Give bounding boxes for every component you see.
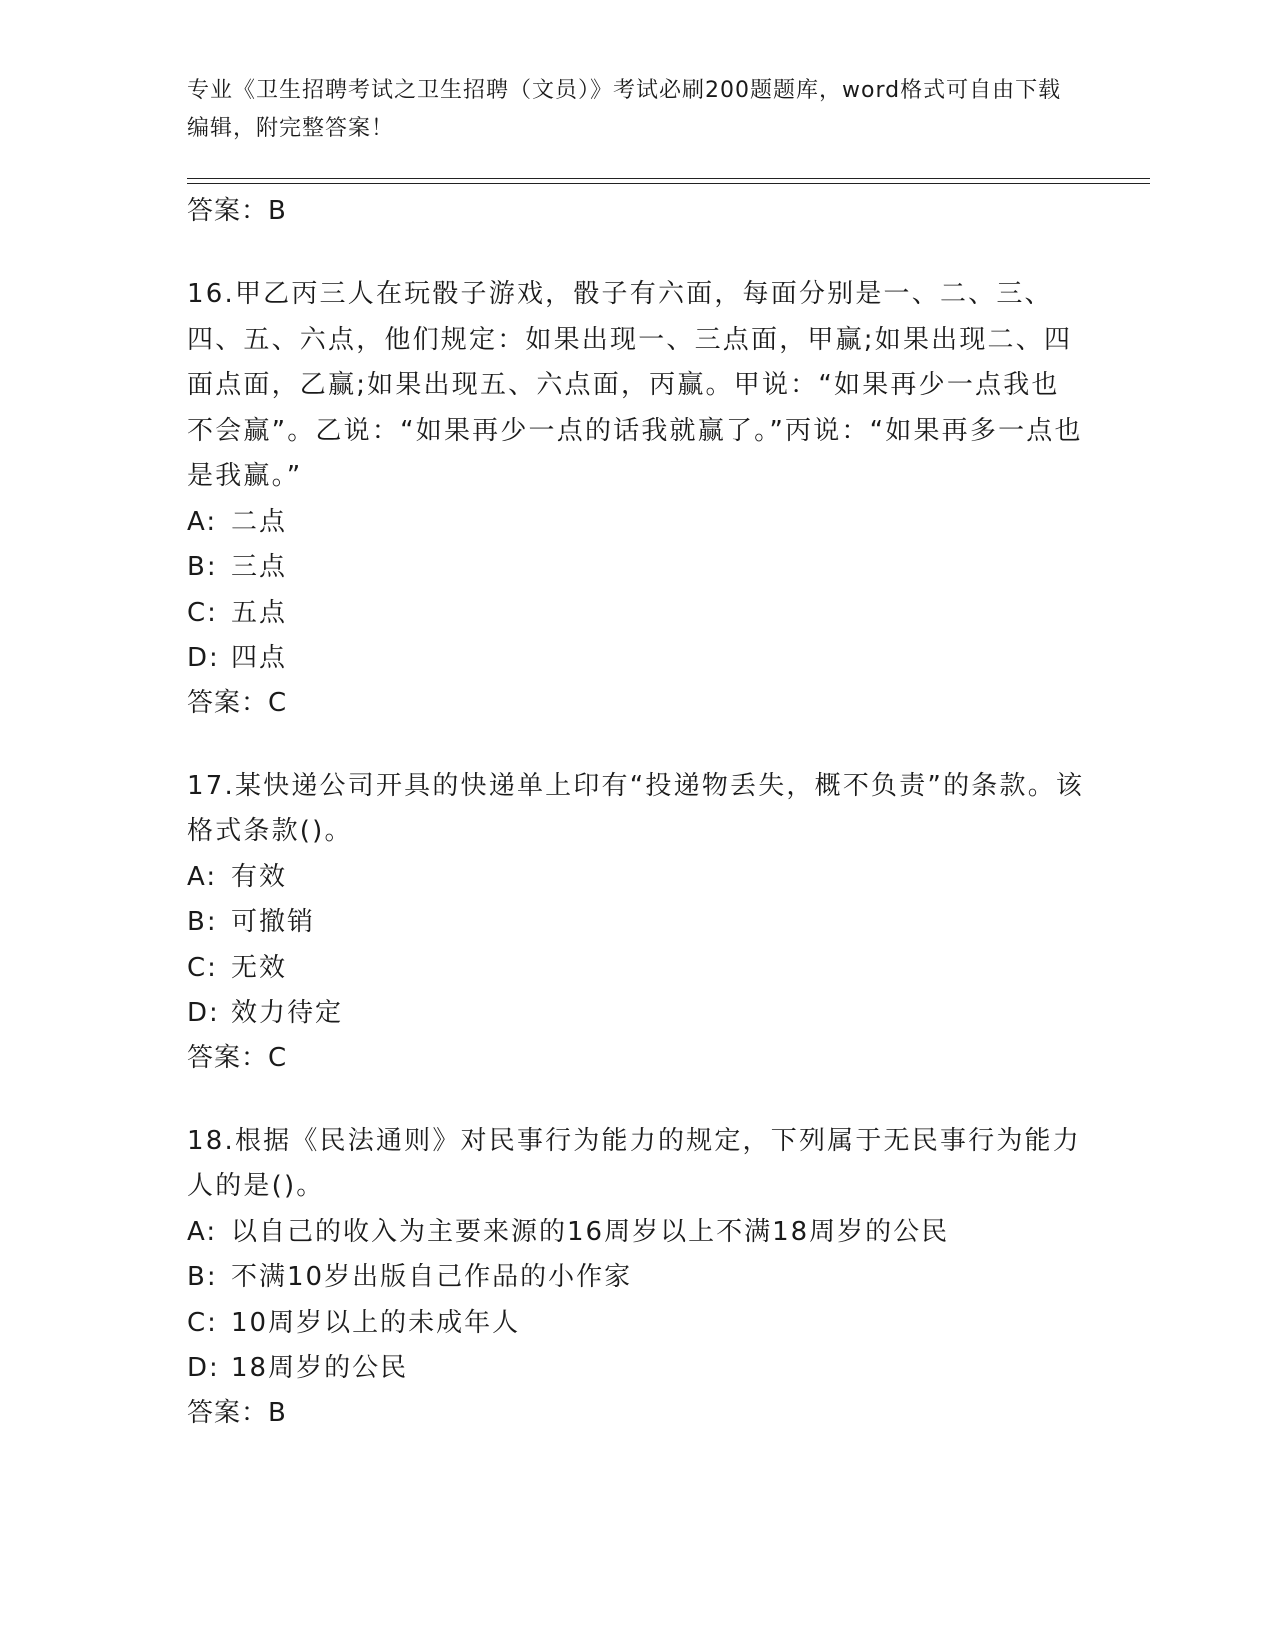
option-text: 可撤销 bbox=[231, 907, 316, 937]
option-d bbox=[187, 1346, 1087, 1392]
question-18 bbox=[187, 1119, 1087, 1431]
option-c bbox=[187, 946, 1087, 992]
option-key: B: bbox=[187, 907, 218, 937]
option-key: D: bbox=[187, 1353, 220, 1383]
option-key: B: bbox=[187, 1262, 218, 1292]
option-b bbox=[187, 900, 1087, 946]
option-a bbox=[187, 1210, 1087, 1256]
option-key: D: bbox=[187, 998, 220, 1028]
question-17 bbox=[187, 764, 1087, 1076]
question-answer: 答案：C bbox=[187, 1042, 288, 1073]
option-text: 三点 bbox=[231, 552, 288, 582]
option-a bbox=[187, 855, 1087, 901]
option-key: C: bbox=[187, 952, 218, 983]
option-text: 四点 bbox=[231, 643, 288, 673]
question-stem: 17.某快递公司开具的快递单上印有“投递物丢失，概不负责”的条款。该格式条款()。 bbox=[187, 770, 1085, 846]
option-d bbox=[187, 636, 1087, 682]
option-text: 有效 bbox=[231, 861, 288, 892]
option-a bbox=[187, 500, 1087, 546]
option-text: 18周岁的公民 bbox=[231, 1353, 409, 1383]
question-stem: 18.根据《民法通则》对民事行为能力的规定，下列属于无民事行为能力人的是()。 bbox=[187, 1125, 1081, 1201]
option-text: 二点 bbox=[231, 506, 288, 537]
option-key: C: bbox=[187, 1307, 218, 1338]
option-key: A: bbox=[187, 506, 218, 537]
question-list bbox=[187, 190, 1087, 1431]
option-text: 效力待定 bbox=[231, 998, 344, 1028]
question-16 bbox=[187, 272, 1087, 721]
previous-answer: 答案：B bbox=[187, 196, 287, 226]
option-text: 以自己的收入为主要来源的16周岁以上不满18周岁的公民 bbox=[231, 1216, 950, 1247]
option-text: 五点 bbox=[231, 597, 288, 628]
option-b bbox=[187, 545, 1087, 591]
option-c bbox=[187, 591, 1087, 637]
option-key: C: bbox=[187, 597, 218, 628]
option-key: D: bbox=[187, 643, 220, 673]
option-text: 无效 bbox=[231, 952, 288, 983]
question-answer: 答案：C bbox=[187, 687, 288, 718]
option-key: A: bbox=[187, 1216, 218, 1247]
option-text: 10周岁以上的未成年人 bbox=[231, 1307, 521, 1338]
question-answer: 答案：B bbox=[187, 1397, 287, 1428]
option-d bbox=[187, 991, 1087, 1037]
option-key: A: bbox=[187, 861, 218, 892]
question-stem: 16.甲乙丙三人在玩骰子游戏，骰子有六面，每面分别是一、二、三、四、五、六点，他们规定：如果出现一、三点面，甲赢;如果出现二、四面点面，乙赢;如果出现五、六点面，丙赢。甲说：“如果再少一点我也不会赢”。乙说：“如果再少一点的话我就赢了。”丙说：“如果再多一点也是我赢。” bbox=[187, 279, 1083, 491]
option-c bbox=[187, 1301, 1087, 1347]
option-key: B: bbox=[187, 552, 218, 582]
header-rule-top bbox=[187, 178, 1150, 179]
document-header: 专业《卫生招聘考试之卫生招聘（文员）》考试必刷200题题库，word格式可自由下载编辑，附完整答案！ bbox=[187, 78, 1062, 141]
header-rule-bottom bbox=[187, 183, 1150, 184]
option-b bbox=[187, 1255, 1087, 1301]
option-text: 不满10岁出版自己作品的小作家 bbox=[231, 1262, 633, 1292]
